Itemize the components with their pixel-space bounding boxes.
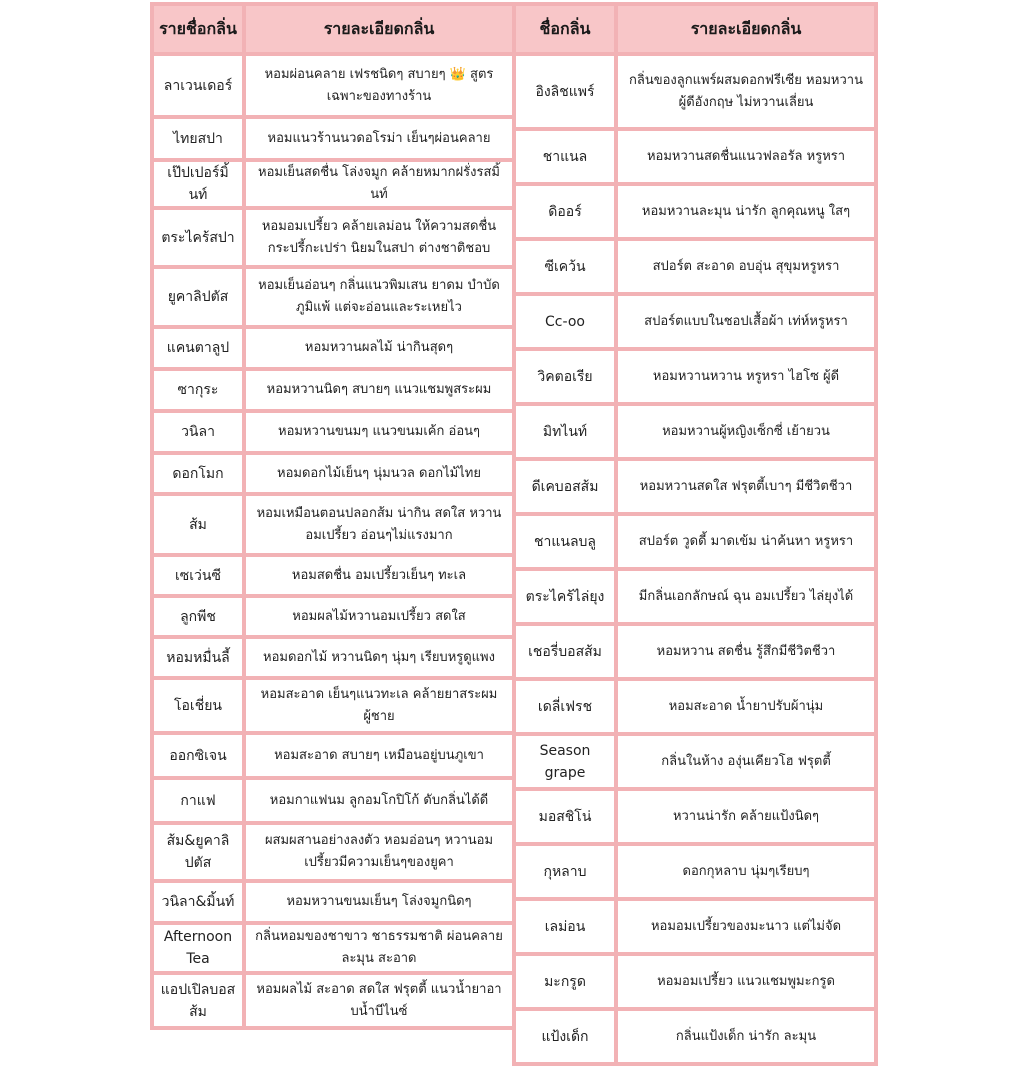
scent-name: ซากุระ: [152, 369, 244, 411]
scent-description: หวานน่ารัก คล้ายแป้งนิดๆ: [616, 789, 876, 844]
table-row: [152, 678, 514, 733]
scent-description: หอมหวานขนมเย็นๆ โล่งจมูกนิดๆ: [244, 881, 514, 923]
scent-description: หอมดอกไม้เย็นๆ นุ่มนวล ดอกไม้ไทย: [244, 453, 514, 494]
table-row: [514, 54, 876, 129]
table-row: [514, 899, 876, 954]
table-row: [514, 404, 876, 459]
scent-description: หอมแนวร้านนวดอโรม่า เย็นๆผ่อนคลาย: [244, 117, 514, 160]
table-row: [514, 624, 876, 679]
scent-name: ตระไคร้ไล่ยุง: [514, 569, 616, 624]
table-row: [514, 239, 876, 294]
header-desc: รายละเอียดกลิ่น: [616, 4, 876, 54]
scent-name: กุหลาบ: [514, 844, 616, 899]
scent-description: สปอร์ต สะอาด อบอุ่น สุขุมหรูหรา: [616, 239, 876, 294]
scent-description: หอมหวานนิดๆ สบายๆ แนวแชมพูสระผม: [244, 369, 514, 411]
scent-name: เซเว่นซี: [152, 555, 244, 596]
scent-name: เดลี่เฟรช: [514, 679, 616, 734]
table-row: [152, 973, 514, 1028]
scent-description: หอมหวานผู้หญิงเซ็กซี่ เย้ายวน: [616, 404, 876, 459]
table-row: [152, 411, 514, 453]
scent-name: แป้งเด็ก: [514, 1009, 616, 1064]
left-scent-table: [150, 2, 516, 1030]
table-row: [514, 789, 876, 844]
table-row: [514, 129, 876, 184]
table-row: [152, 369, 514, 411]
scent-name: ตระไคร้สปา: [152, 208, 244, 267]
scent-description: หอมหวานหวาน หรูหรา ไฮโซ ผู้ดี: [616, 349, 876, 404]
table-row: [514, 1009, 876, 1064]
scent-name: อิงลิชแพร์: [514, 54, 616, 129]
scent-name: แอปเปิลบอสส้ม: [152, 973, 244, 1028]
scent-description: หอมอมเปรี้ยว แนวแชมพูมะกรูด: [616, 954, 876, 1009]
table-row: [152, 596, 514, 637]
scent-name: แคนตาลูป: [152, 327, 244, 369]
scent-description: สปอร์ต วูดดี้ มาดเข้ม น่าค้นหา หรูหรา: [616, 514, 876, 569]
scent-description: สปอร์ตแบบในชอปเสื้อผ้า เท่ห์หรูหรา: [616, 294, 876, 349]
scent-description: หอมกาแฟนม ลูกอมโกปิโก้ ดับกลิ่นได้ดี: [244, 778, 514, 823]
header-desc: รายละเอียดกลิ่น: [244, 4, 514, 54]
scent-description: กลิ่นในห้าง องุ่นเคียวโฮ ฟรุตตี้: [616, 734, 876, 789]
scent-description: กลิ่นหอมของชาขาว ชาธรรมชาติ ผ่อนคลาย ละมุน สะอาด: [244, 923, 514, 973]
header-name: ชื่อกลิ่น: [514, 4, 616, 54]
scent-name: ดอกโมก: [152, 453, 244, 494]
table-header-row: [152, 4, 514, 54]
table-row: [152, 208, 514, 267]
table-row: [152, 555, 514, 596]
table-row: [514, 459, 876, 514]
scent-description: หอมเย็นอ่อนๆ กลิ่นแนวพิมเสน ยาดม บำบัดภูมิแพ้ แต่จะอ่อนและระเหยไว: [244, 267, 514, 327]
table-header-row: [514, 4, 876, 54]
table-row: [152, 117, 514, 160]
header-name: รายชื่อกลิ่น: [152, 4, 244, 54]
scent-name: Season grape: [514, 734, 616, 789]
scent-description: หอมสะอาด น้ำยาปรับผ้านุ่ม: [616, 679, 876, 734]
scent-name: วนิลา&มิ้นท์: [152, 881, 244, 923]
scent-name: โอเชี่ยน: [152, 678, 244, 733]
scent-description: หอมผลไม้หวานอมเปรี้ยว สดใส: [244, 596, 514, 637]
scent-description: กลิ่นแป้งเด็ก น่ารัก ละมุน: [616, 1009, 876, 1064]
scent-name: ดิออร์: [514, 184, 616, 239]
table-row: [514, 734, 876, 789]
scent-name: ออกซิเจน: [152, 733, 244, 778]
table-row: [152, 923, 514, 973]
scent-description: หอมหวานสดชื่นแนวฟลอรัล หรูหรา: [616, 129, 876, 184]
table-row: [152, 494, 514, 555]
table-row: [514, 349, 876, 404]
scent-name: วนิลา: [152, 411, 244, 453]
table-row: [152, 637, 514, 678]
scent-description: หอมผ่อนคลาย เฟรชนิดๆ สบายๆ 👑 สูตรเฉพาะของทางร้าน: [244, 54, 514, 117]
scent-name: ชาแนลบลู: [514, 514, 616, 569]
table-row: [152, 823, 514, 881]
table-row: [514, 844, 876, 899]
table-row: [152, 327, 514, 369]
scent-name: ลาเวนเดอร์: [152, 54, 244, 117]
table-row: [152, 881, 514, 923]
scent-description: หอมสดชื่น อมเปรี้ยวเย็นๆ ทะเล: [244, 555, 514, 596]
table-row: [514, 514, 876, 569]
scent-description: หอมหวานขนมๆ แนวขนมเค้ก อ่อนๆ: [244, 411, 514, 453]
table-row: [514, 294, 876, 349]
scent-name: กาแฟ: [152, 778, 244, 823]
scent-description: หอมอมเปรี้ยว คล้ายเลม่อน ให้ความสดชื่น กระปรี้กะเปร่า นิยมในสปา ต่างชาติชอบ: [244, 208, 514, 267]
scent-description: หอมสะอาด เย็นๆแนวทะเล คล้ายยาสระผมผู้ชาย: [244, 678, 514, 733]
table-row: [152, 453, 514, 494]
scent-name: Cc-oo: [514, 294, 616, 349]
table-row: [152, 733, 514, 778]
scent-description: หอมหวานละมุน น่ารัก ลูกคุณหนู ใสๆ: [616, 184, 876, 239]
table-row: [514, 569, 876, 624]
scent-description: หอมดอกไม้ หวานนิดๆ นุ่มๆ เรียบหรูดูแพง: [244, 637, 514, 678]
scent-description: หอมหวาน สดชื่น รู้สึกมีชีวิตชีวา: [616, 624, 876, 679]
scent-name: เชอรี่บอสส้ม: [514, 624, 616, 679]
scent-name: ยูคาลิปตัส: [152, 267, 244, 327]
scent-description: ดอกกุหลาบ นุ่มๆเรียบๆ: [616, 844, 876, 899]
scent-name: เป๊ปเปอร์มิ้นท์: [152, 160, 244, 208]
scent-name: เลม่อน: [514, 899, 616, 954]
scent-name: ชาแนล: [514, 129, 616, 184]
scent-name: มิทไนท์: [514, 404, 616, 459]
table-row: [152, 160, 514, 208]
scent-name: ซีเคว้น: [514, 239, 616, 294]
scent-name: หอมหมื่นลี้: [152, 637, 244, 678]
scent-description: กลิ่นของลูกแพร์ผสมดอกฟรีเซีย หอมหวานผู้ดีอังกฤษ ไม่หวานเลี่ยน: [616, 54, 876, 129]
right-scent-table: [512, 2, 878, 1066]
scent-name: ดีเคบอสส้ม: [514, 459, 616, 514]
table-row: [514, 679, 876, 734]
scent-description: ผสมผสานอย่างลงตัว หอมอ่อนๆ หวานอมเปรี้ยวมีความเย็นๆของยูคา: [244, 823, 514, 881]
table-row: [152, 54, 514, 117]
scent-name: ลูกพีช: [152, 596, 244, 637]
scent-description: หอมสะอาด สบายๆ เหมือนอยู่บนภูเขา: [244, 733, 514, 778]
table-row: [514, 954, 876, 1009]
table-row: [152, 778, 514, 823]
scent-name: วิคตอเรีย: [514, 349, 616, 404]
scent-description: หอมผลไม้ สะอาด สดใส ฟรุตตี้ แนวน้ำยาอาบน้ำบีไนซ์: [244, 973, 514, 1028]
scent-description: หอมหวานสดใส ฟรุตตี้เบาๆ มีชีวิตชีวา: [616, 459, 876, 514]
scent-description: มีกลิ่นเอกลักษณ์ ฉุน อมเปรี้ยว ไล่ยุงได้: [616, 569, 876, 624]
scent-name: มะกรูด: [514, 954, 616, 1009]
scent-name: Afternoon Tea: [152, 923, 244, 973]
scent-name: ส้ม: [152, 494, 244, 555]
scent-name: ไทยสปา: [152, 117, 244, 160]
scent-name: มอสชิโน่: [514, 789, 616, 844]
scent-description: หอมเหมือนตอนปลอกส้ม น่ากิน สดใส หวานอมเปรี้ยว อ่อนๆไม่แรงมาก: [244, 494, 514, 555]
table-row: [514, 184, 876, 239]
scent-description: หอมหวานผลไม้ น่ากินสุดๆ: [244, 327, 514, 369]
scent-name: ส้ม&ยูคาลิปตัส: [152, 823, 244, 881]
scent-description: หอมอมเปรี้ยวของมะนาว แต่ไม่จัด: [616, 899, 876, 954]
table-row: [152, 267, 514, 327]
scent-description: หอมเย็นสดชื่น โล่งจมูก คล้ายหมากฝรั่งรสมิ้นท์: [244, 160, 514, 208]
